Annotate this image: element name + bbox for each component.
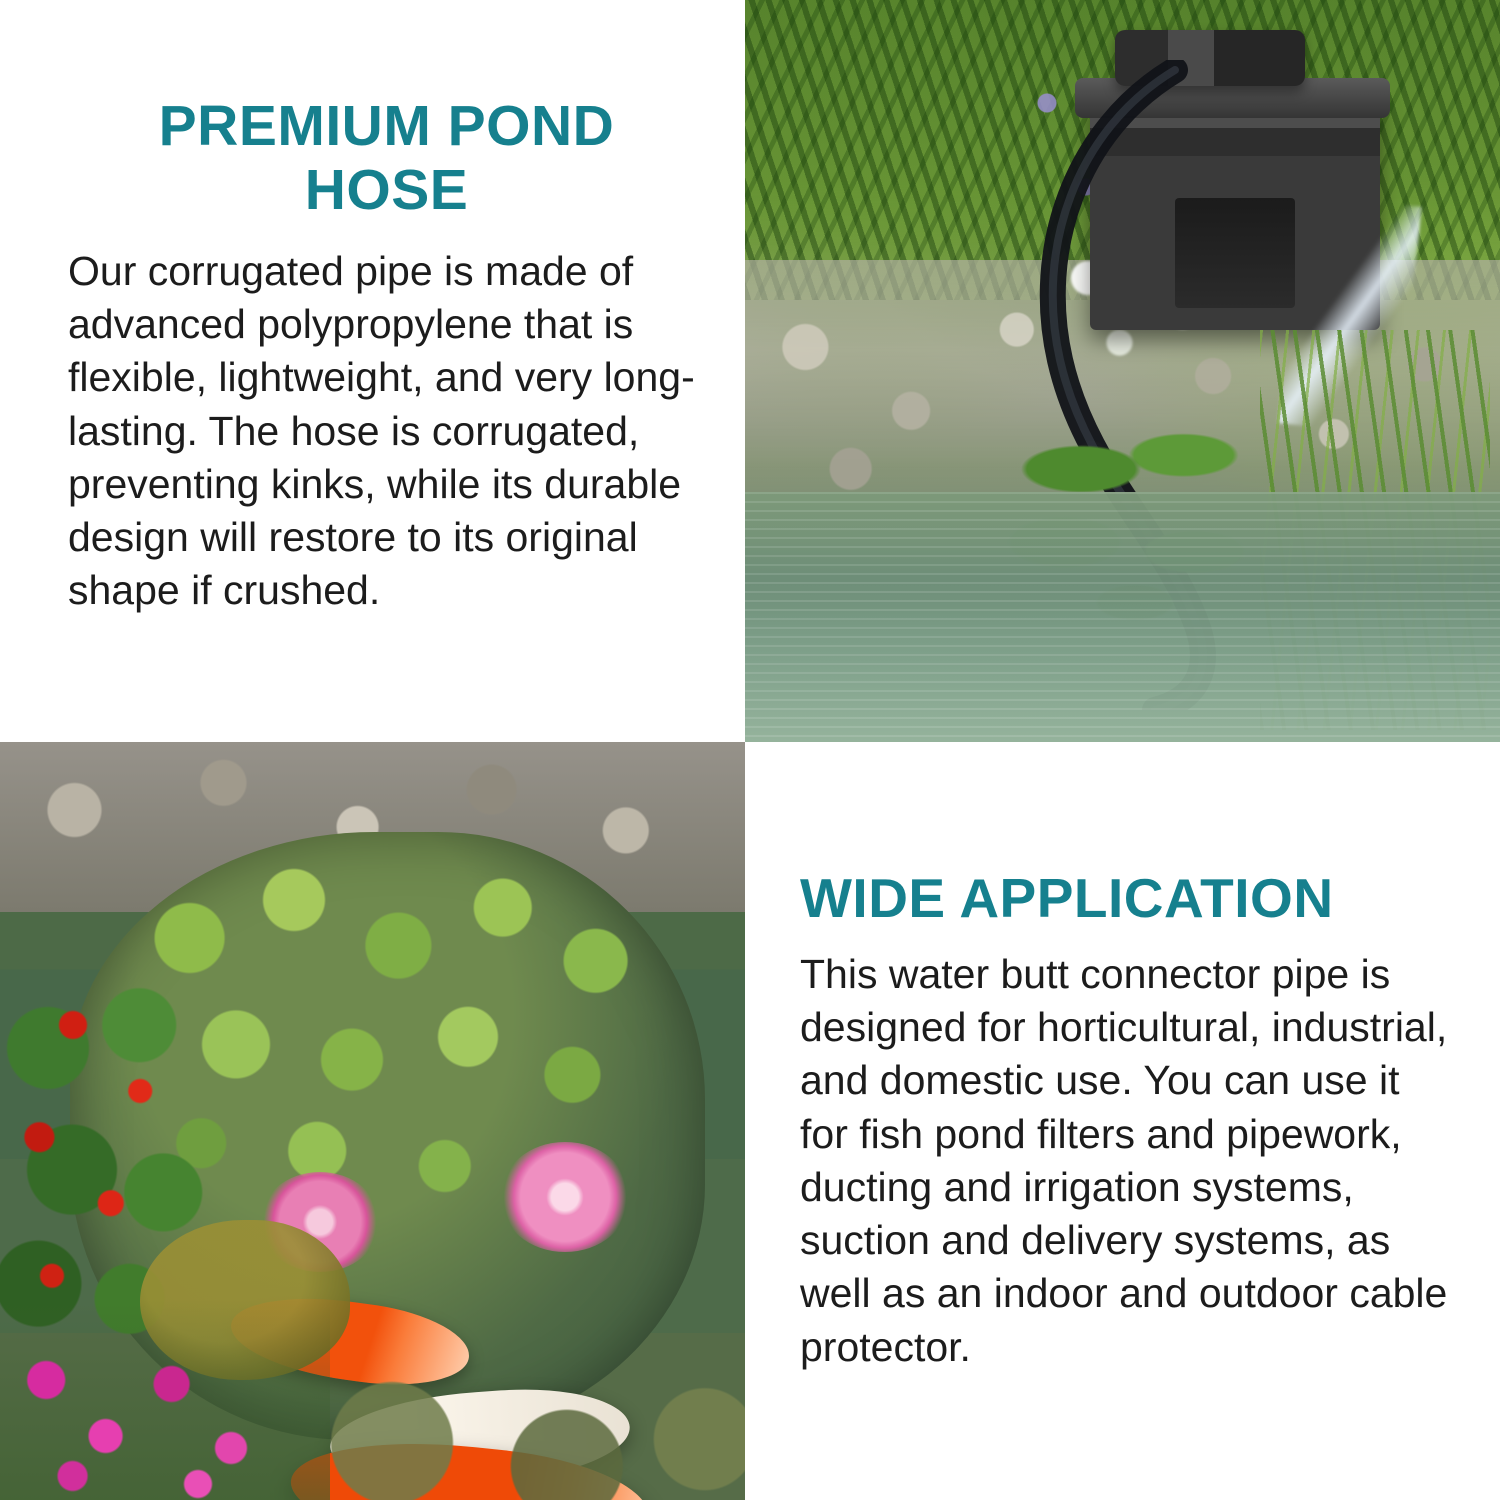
wide-application-body: This water butt connector pipe is designed for horticultural, industrial, and domestic use. You can use it for fish pond filters and pipework, ducting and irrigation systems, suction and delivery systems, as well as an indoor and outdoor cable protector. — [800, 950, 1448, 1370]
magenta-flowers — [0, 1300, 330, 1500]
pond-bottom-rocks — [300, 1310, 745, 1500]
wide-application-heading: WIDE APPLICATION — [800, 867, 1334, 930]
photo-koi-pond — [0, 742, 745, 1500]
pond-surface — [745, 492, 1500, 742]
premium-pond-hose-body: Our corrugated pipe is made of advanced polypropylene that is flexible, lightweight, and very long-lasting. The hose is corrugated, preventing kinks, while its durable design will restore to its original shape if crushed. — [68, 247, 695, 614]
premium-pond-hose-heading: PREMIUM POND HOSE — [158, 94, 615, 222]
panel-wide-application — [745, 742, 1500, 1500]
filter-scene-image — [745, 0, 1500, 742]
panel-premium-pond-hose — [0, 0, 745, 742]
lotus-flower — [500, 1142, 630, 1252]
koi-pond-image — [0, 742, 745, 1500]
photo-filter-scene — [745, 0, 1500, 742]
